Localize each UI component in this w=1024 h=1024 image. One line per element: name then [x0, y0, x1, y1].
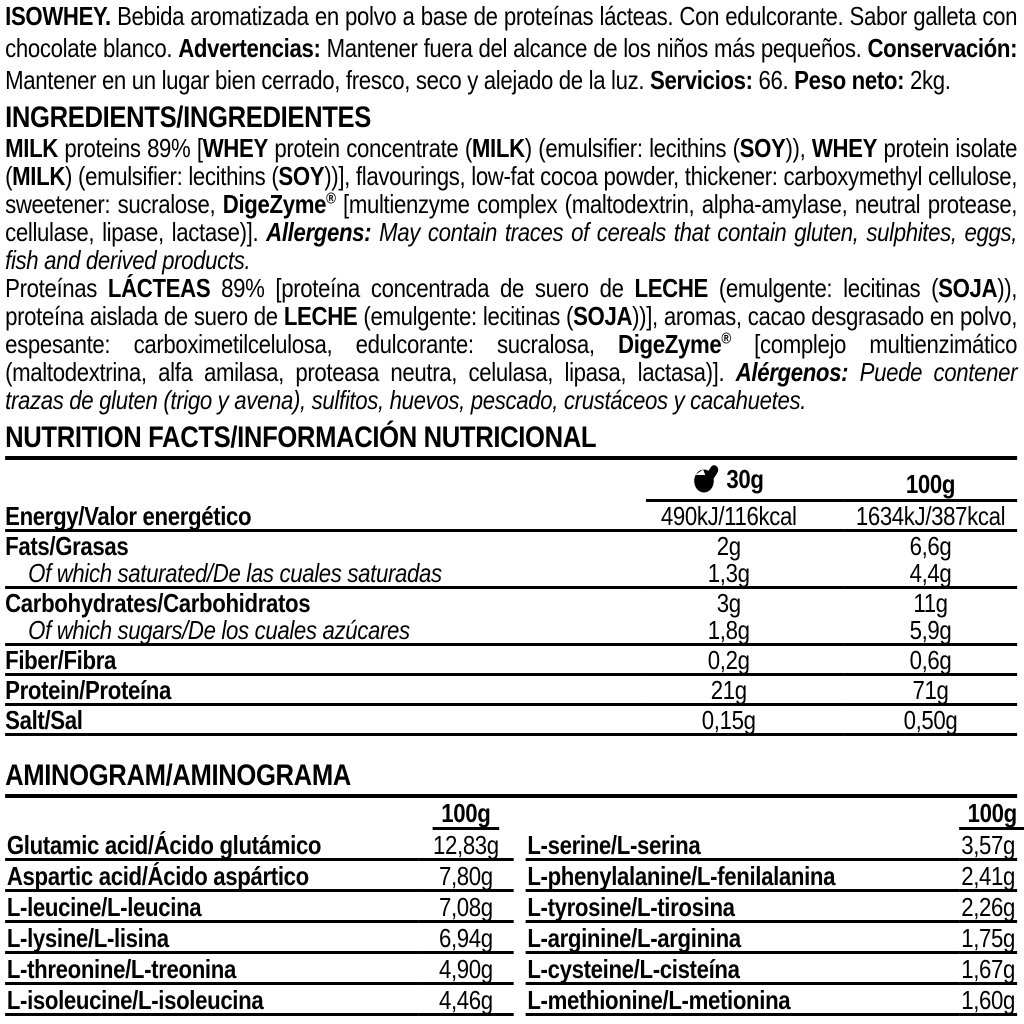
column-gap — [811, 645, 843, 675]
text-run: SOY — [278, 161, 325, 191]
value-per-30g: 0,15g — [646, 705, 812, 735]
nutrient-label: Salt/Sal — [5, 705, 646, 735]
text-run: Bebida aromatizada en polvo a base de proteínas lácteas. Con edulcorante. Sabor galleta con chocolate blanco. — [5, 1, 1018, 63]
amino-acid-value: 2,41g — [959, 860, 1017, 891]
amino-acid-label: L-tyrosine/L-tirosina — [526, 891, 959, 922]
amino-acid-label: Aspartic acid/Ácido aspártico — [5, 860, 418, 891]
text-run: )), — [785, 133, 812, 163]
nutrition-row — [5, 531, 1017, 560]
text-run: May contain traces of cereals that contain gluten, sulphites, eggs, fish and derived products. — [5, 217, 1018, 275]
value-per-100g: 0,50g — [844, 705, 1017, 735]
text-run: SOY — [739, 133, 786, 163]
text-run: Peso neto: — [794, 65, 905, 95]
nutrition-header-gap — [811, 460, 843, 501]
amino-acid-label: L-methionine/L-metionina — [526, 984, 959, 1015]
text-run: Advertencias: — [178, 33, 321, 63]
aminogram-left-100g-header — [418, 798, 514, 830]
amino-acid-value: 12,83g — [418, 830, 514, 860]
text-run: ® — [326, 190, 336, 208]
aminogram-row — [526, 984, 1018, 1015]
value-per-30g: 0,2g — [646, 645, 812, 675]
value-per-30g: 1,3g — [646, 559, 812, 588]
amino-acid-value: 1,60g — [959, 984, 1017, 1015]
aminogram-tables — [5, 798, 1017, 1016]
amino-acid-label: L-cysteine/L-cisteína — [526, 953, 959, 984]
nutrition-facts-heading: NUTRITION FACTS/INFORMACIÓN NUTRICIONAL — [5, 422, 1017, 460]
aminogram-row — [5, 891, 514, 922]
text-run: 89% [proteína concentrada de suero de — [210, 273, 635, 303]
nutrition-row — [5, 559, 1017, 588]
value-per-100g: 71g — [844, 675, 1017, 705]
text-run: Mantener fuera del alcance de los niños más pequeños. — [320, 33, 868, 63]
aminogram-left-header-row — [5, 798, 514, 830]
aminogram-left-table — [5, 798, 514, 1016]
text-run: (emulgente: lecitinas ( — [707, 273, 939, 303]
ingredients-heading: INGREDIENTS/INGREDIENTES — [5, 101, 372, 134]
text-run: ))], flavourings, low-fat cocoa powder, thickener: carboxymethyl cellulose, sweetener: sucralose, — [5, 161, 1018, 219]
product-description — [5, 0, 1017, 96]
nutrition-row — [5, 501, 1017, 531]
value-per-100g: 4,4g — [844, 559, 1017, 588]
text-run: Mantener en un lugar bien cerrado, fresco, seco y alejado de la luz. — [5, 65, 651, 95]
text-run: 2kg. — [904, 65, 951, 95]
aminogram-row — [526, 830, 1018, 860]
amino-acid-value: 3,57g — [959, 830, 1017, 860]
text-run: WHEY — [811, 133, 878, 163]
amino-acid-label: L-phenylalanine/L-fenilalanina — [526, 860, 959, 891]
amino-acid-label: L-isoleucine/L-isoleucina — [5, 984, 418, 1015]
nutrition-header-row — [5, 460, 1017, 501]
column-gap — [811, 616, 843, 645]
nutrition-row — [5, 616, 1017, 645]
text-run: protein concentrate ( — [267, 133, 472, 163]
value-per-30g: 1,8g — [646, 616, 812, 645]
text-run: MILK — [12, 161, 66, 191]
amino-acid-value: 1,67g — [959, 953, 1017, 984]
text-run: protein isolate ( — [5, 133, 1018, 191]
nutrient-label: Of which saturated/De las cuales saturadas — [5, 559, 646, 588]
amino-acid-value: 1,75g — [959, 922, 1017, 953]
text-run: [complejo multienzimático (maltodextrina, alfa amilasa, proteasa neutra, celulasa, lipasa, lactasa)]. — [5, 329, 1018, 387]
column-gap — [811, 675, 843, 705]
column-gap — [811, 559, 843, 588]
text-run: ® — [721, 330, 731, 348]
value-per-30g: 3g — [716, 588, 741, 618]
amino-acid-value: 4,90g — [418, 953, 514, 984]
aminogram-right-table — [526, 798, 1018, 1016]
amino-acid-label: L-serine/L-serina — [526, 830, 959, 860]
ingredients-spanish — [5, 274, 1017, 414]
serving-column-label: 30g — [726, 464, 764, 494]
text-run: )), proteína aislada de suero de — [5, 273, 1018, 331]
serving-column-header — [646, 460, 812, 501]
per-100g-column-header: 100g — [844, 460, 1017, 501]
nutrient-label: Fiber/Fibra — [5, 645, 646, 675]
text-run: SOJA — [938, 273, 998, 303]
text-run: Puede contener trazas de gluten (trigo y avena), sulfitos, huevos, pescado, crustáceos y cacahuetes. — [5, 357, 1018, 415]
value-per-100g: 11g — [913, 588, 948, 618]
aminogram-right-100g-label: 100g — [959, 800, 1024, 830]
text-run: ) (emulsifier: lecithins ( — [65, 161, 279, 191]
aminogram-row — [526, 860, 1018, 891]
aminogram-row — [526, 922, 1018, 953]
aminogram-left-100g-label: 100g — [433, 800, 499, 830]
nutrition-header-spacer — [5, 460, 646, 501]
aminogram-row — [526, 953, 1018, 984]
aminogram-right-header-spacer — [526, 798, 959, 830]
aminogram-row — [5, 860, 514, 891]
text-run: DigeZyme — [222, 189, 327, 219]
text-run: LECHE — [283, 301, 358, 331]
nutrient-label: Carbohydrates/Carbohidratos — [5, 588, 311, 618]
aminogram-right-header-row — [526, 798, 1018, 830]
aminogram-left-header-spacer — [5, 798, 418, 830]
aminogram-right-100g-header — [959, 798, 1017, 830]
amino-acid-value: 7,80g — [418, 860, 514, 891]
nutrition-row — [5, 588, 1017, 617]
amino-acid-label: L-lysine/L-lisina — [5, 922, 418, 953]
nutrition-row — [5, 645, 1017, 675]
column-gap — [811, 705, 843, 735]
value-per-100g: 1634kJ/387kcal — [844, 501, 1017, 531]
value-per-30g: 490kJ/116kcal — [646, 501, 812, 531]
column-gap — [811, 531, 843, 560]
amino-acid-value: 2,26g — [959, 891, 1017, 922]
amino-acid-value: 4,46g — [418, 984, 514, 1015]
amino-acid-value: 6,94g — [418, 922, 514, 953]
text-run: [multienzyme complex (maltodextrin, alpha-amylase, neutral protease, cellulase, lipase, lactase)]. — [5, 189, 1018, 247]
value-per-30g: 2g — [716, 531, 741, 561]
text-run: Conservación: — [867, 33, 1018, 63]
text-run: DigeZyme — [618, 329, 722, 359]
value-per-30g: 21g — [646, 675, 812, 705]
value-per-100g: 6,6g — [909, 531, 952, 561]
nutrition-row — [5, 705, 1017, 735]
amino-acid-label: Glutamic acid/Ácido glutámico — [5, 830, 418, 860]
text-run: ) (emulsifier: lecithins ( — [524, 133, 740, 163]
aminogram-row — [5, 922, 514, 953]
text-run: MILK — [5, 133, 58, 163]
text-run: proteins 89% [ — [57, 133, 203, 163]
nutrient-label: Protein/Proteína — [5, 675, 646, 705]
value-per-100g: 0,6g — [844, 645, 1017, 675]
text-run: Alérgenos: — [735, 357, 849, 387]
text-run: Servicios: — [650, 65, 753, 95]
text-run: Allergens: — [266, 217, 372, 247]
amino-acid-label: L-arginine/L-arginina — [526, 922, 959, 953]
aminogram-heading: AMINOGRAM/AMINOGRAMA — [5, 760, 1017, 798]
text-run: ))], aromas, cacao desgrasado en polvo, espesante: carboximetilcelulosa, edulcorante: sucralosa, — [5, 301, 1018, 359]
ingredients-english — [5, 134, 1017, 274]
aminogram-row — [5, 830, 514, 860]
amino-acid-value: 7,08g — [418, 891, 514, 922]
nutrient-label: Energy/Valor energético — [5, 501, 646, 531]
text-run: Proteínas — [5, 273, 108, 303]
text-run: (emulgente: lecitinas ( — [357, 301, 574, 331]
nutrition-facts-table — [5, 460, 1017, 736]
scoop-icon — [694, 464, 720, 497]
text-run: LECHE — [634, 273, 708, 303]
text-run: LÁCTEAS — [107, 273, 211, 303]
amino-acid-label: L-threonine/L-treonina — [5, 953, 418, 984]
column-gap — [811, 588, 843, 617]
text-run: MILK — [471, 133, 525, 163]
value-per-100g: 5,9g — [844, 616, 1017, 645]
aminogram-row — [5, 953, 514, 984]
nutrition-row — [5, 675, 1017, 705]
aminogram-row — [5, 984, 514, 1015]
aminogram-row — [526, 891, 1018, 922]
nutrient-label: Of which sugars/De los cuales azúcares — [5, 616, 646, 645]
nutrient-label: Fats/Grasas — [5, 531, 129, 561]
column-gap — [811, 501, 843, 531]
text-run: ISOWHEY. — [5, 1, 111, 31]
amino-acid-label: L-leucine/L-leucina — [5, 891, 418, 922]
text-run: WHEY — [202, 133, 268, 163]
text-run: SOJA — [573, 301, 633, 331]
text-run: 66. — [752, 65, 795, 95]
